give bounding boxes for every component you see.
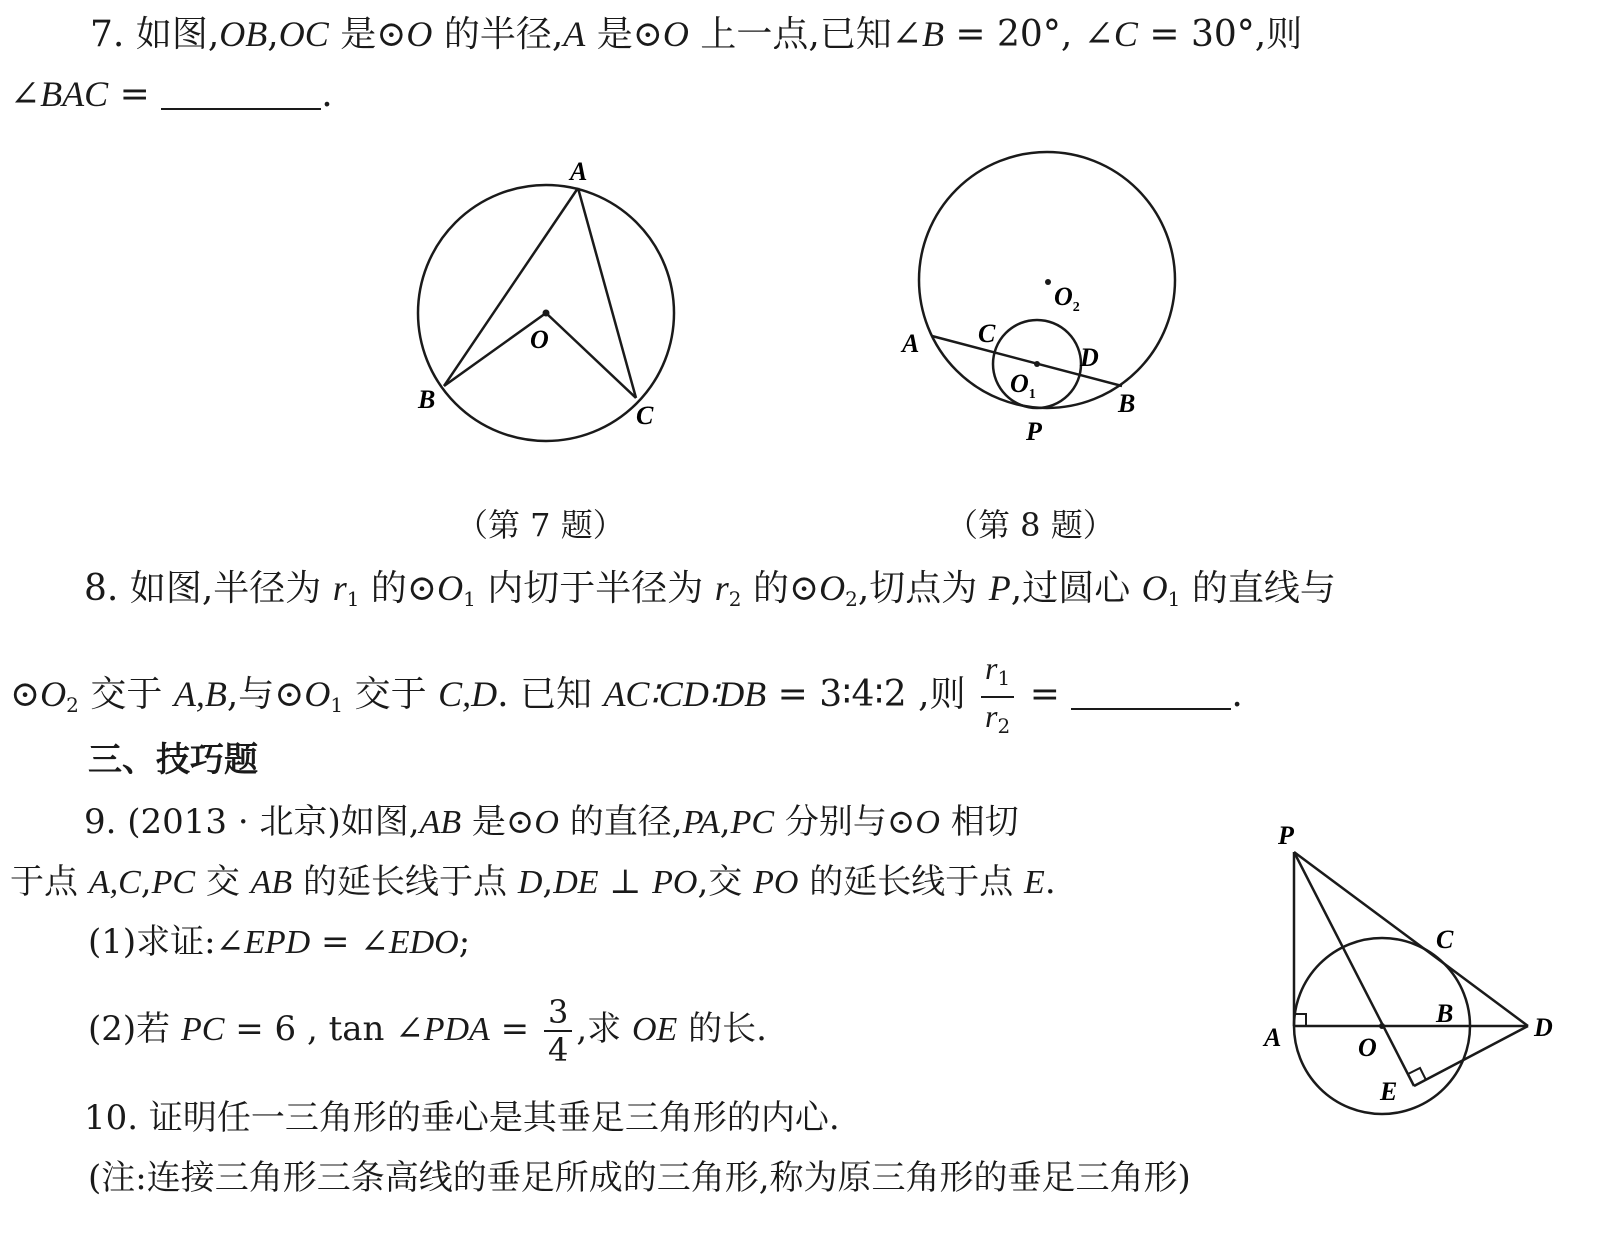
section-3-title: 三、技巧题: [88, 740, 258, 780]
fig7-chord-ac: [578, 188, 636, 398]
q9-line-2: 于点 A,C,PC 交 AB 的延长线于点 D,DE ⊥ PO,交 PO 的延长线于点 E.: [10, 862, 1056, 902]
q7-line-2: ∠BAC = .: [10, 74, 333, 115]
figure-8: [900, 150, 1200, 460]
q8-line-2: $⊙O_2$ 交于 A,B,与$⊙O_1$ 交于 C,D. 已知 AC∶CD∶DB = 3∶4∶2 ,则 $\frac{r_1}{r_2}$ = .: [10, 650, 1243, 744]
fig7-center-dot: [543, 310, 550, 317]
fig8-label-p: P: [1026, 417, 1042, 446]
fig7-label-o: O: [530, 325, 549, 354]
q10-line-1: 10. 证明任一三角形的垂心是其垂足三角形的内心.: [84, 1098, 840, 1138]
fig8-label-d: D: [1080, 343, 1099, 372]
fig7-label-b: B: [418, 385, 436, 414]
fig9-label-p: P: [1278, 821, 1294, 850]
fig9-line-de: [1414, 1026, 1528, 1086]
q9-line-1: 9. (2013 · 北京)如图,AB 是⊙O 的直径,PA,PC 分别与⊙O 相切: [84, 802, 1019, 842]
q7-answer-blank[interactable]: [161, 78, 321, 110]
q7-line-1: 7. 如图,OB,OC 是⊙O 的半径,A 是⊙O 上一点,已知∠B = 20°, ∠C = 30°,则: [90, 14, 1303, 55]
fig8-label-o1: $O_1$: [1010, 369, 1036, 402]
fig9-line-pe: [1294, 852, 1414, 1086]
fig8-label-b: B: [1118, 389, 1136, 418]
q8-answer-blank[interactable]: [1071, 678, 1231, 710]
fig9-center-dot: [1379, 1023, 1385, 1029]
fig9-label-o: O: [1358, 1033, 1377, 1062]
fig9-label-b: B: [1436, 999, 1454, 1028]
fig8-label-o2: $O_2$: [1054, 282, 1080, 315]
q8-line-1: 8. 如图,半径为 $r_1$ 的$⊙O_1$ 内切于半径为 $r_2$ 的$⊙O_2$,切点为 P,过圆心 $O_1$ 的直线与: [84, 568, 1336, 611]
q9-fraction: $\frac{3}{4}$: [544, 994, 572, 1068]
figure-9: [1250, 810, 1590, 1130]
q9-part-1: (1)求证:∠EPD = ∠EDO;: [88, 922, 471, 962]
fig9-label-c: C: [1436, 925, 1454, 954]
figure-7: [400, 150, 700, 460]
q9-part-2: (2)若 PC = 6 , tan ∠PDA = $\frac{3}{4}$ ,求 OE 的长.: [88, 993, 767, 1069]
fig8-label-c: C: [978, 319, 996, 348]
fig8-caption: （第 8 题）: [946, 506, 1115, 544]
fig8-o2-dot: [1045, 279, 1051, 285]
fig9-label-d: D: [1534, 1013, 1553, 1042]
fig9-label-a: A: [1264, 1023, 1282, 1052]
fig7-radius-oc: [546, 313, 636, 398]
fig7-caption: （第 7 题）: [456, 506, 625, 544]
fig8-o1-dot: [1034, 361, 1040, 367]
fig7-label-c: C: [636, 401, 654, 430]
fig8-label-a: A: [902, 329, 920, 358]
fig7-chord-ab: [444, 188, 578, 386]
q10-line-2: (注:连接三角形三条高线的垂足所成的三角形,称为原三角形的垂足三角形): [88, 1158, 1191, 1198]
fig9-line-pd: [1294, 852, 1528, 1026]
q8-fraction: $\frac{r_1}{r_2}$: [981, 650, 1014, 744]
fig7-label-a: A: [570, 157, 588, 186]
fig9-label-e: E: [1380, 1077, 1398, 1106]
